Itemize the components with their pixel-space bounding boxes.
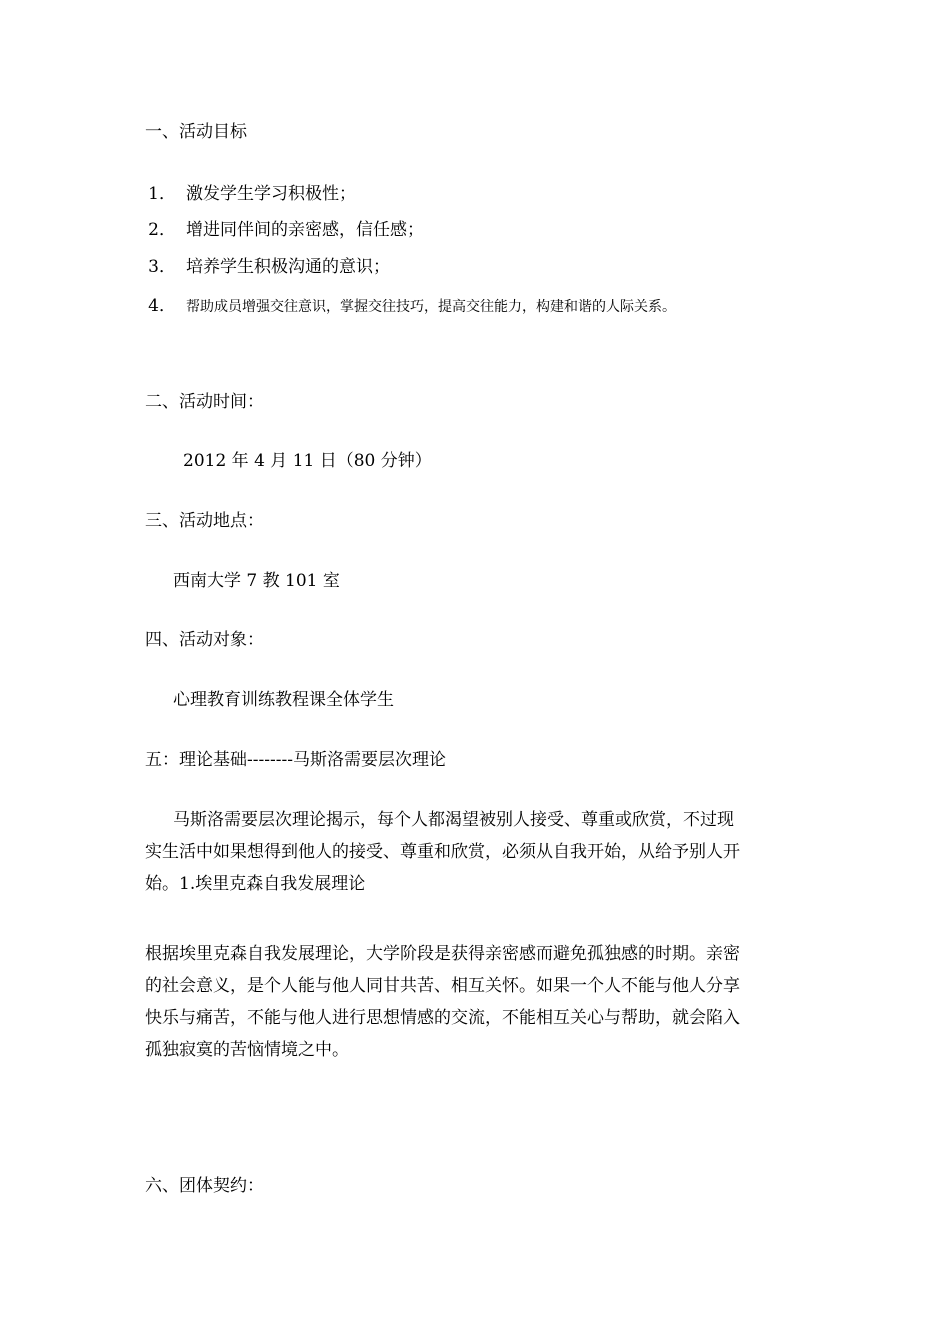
maslow-line-3: 始。1.埃里克森自我发展理论: [145, 874, 366, 894]
maslow-line-1: 马斯洛需要层次理论揭示，每个人都渴望被别人接受、尊重或欣赏，不过现: [173, 810, 734, 830]
goal-number-3: 3．: [148, 257, 176, 277]
goal-text-2: 增进同伴间的亲密感，信任感；: [186, 220, 424, 240]
goal-text-3: 培养学生积极沟通的意识；: [186, 257, 390, 277]
goal-text-4: 帮助成员增强交往意识，掌握交往技巧，提高交往能力，构建和谐的人际关系。: [186, 299, 676, 315]
goal-number-4: 4．: [148, 296, 176, 316]
section-heading-time: 二、活动时间：: [145, 392, 264, 412]
section-heading-location: 三、活动地点：: [145, 511, 264, 531]
maslow-line-2: 实生活中如果想得到他人的接受、尊重和欣赏，必须从自我开始，从给予别人开: [145, 842, 740, 862]
goal-number-1: 1．: [148, 184, 176, 204]
activity-audience: 心理教育训练教程课全体学生: [173, 690, 394, 710]
erikson-line-1: 根据埃里克森自我发展理论，大学阶段是获得亲密感而避免孤独感的时期。亲密: [145, 944, 740, 964]
goal-item-1: [148, 184, 356, 204]
section-heading-goals: 一、活动目标: [145, 122, 247, 142]
theory-paragraph-maslow: [145, 804, 810, 900]
activity-location: 西南大学 7 教 101 室: [173, 571, 340, 591]
erikson-line-3: 快乐与痛苦，不能与他人进行思想情感的交流，不能相互关心与帮助，就会陷入: [145, 1008, 740, 1028]
section-heading-contract: 六、团体契约：: [145, 1176, 264, 1196]
erikson-line-4: 孤独寂寞的苦恼情境之中。: [145, 1040, 349, 1060]
erikson-line-2: 的社会意义，是个人能与他人同甘共苦、相互关怀。如果一个人不能与他人分享: [145, 976, 740, 996]
activity-time: 2012 年 4 月 11 日（80 分钟）: [183, 451, 432, 471]
goal-number-2: 2．: [148, 220, 176, 240]
goal-item-4: [148, 296, 676, 317]
goal-item-2: [148, 220, 424, 240]
theory-paragraph-erikson: [145, 938, 810, 1066]
section-heading-theory: 五：理论基础--------马斯洛需要层次理论: [145, 750, 446, 770]
goal-text-1: 激发学生学习积极性；: [186, 184, 356, 204]
goal-item-3: [148, 257, 390, 277]
section-heading-audience: 四、活动对象：: [145, 630, 264, 650]
